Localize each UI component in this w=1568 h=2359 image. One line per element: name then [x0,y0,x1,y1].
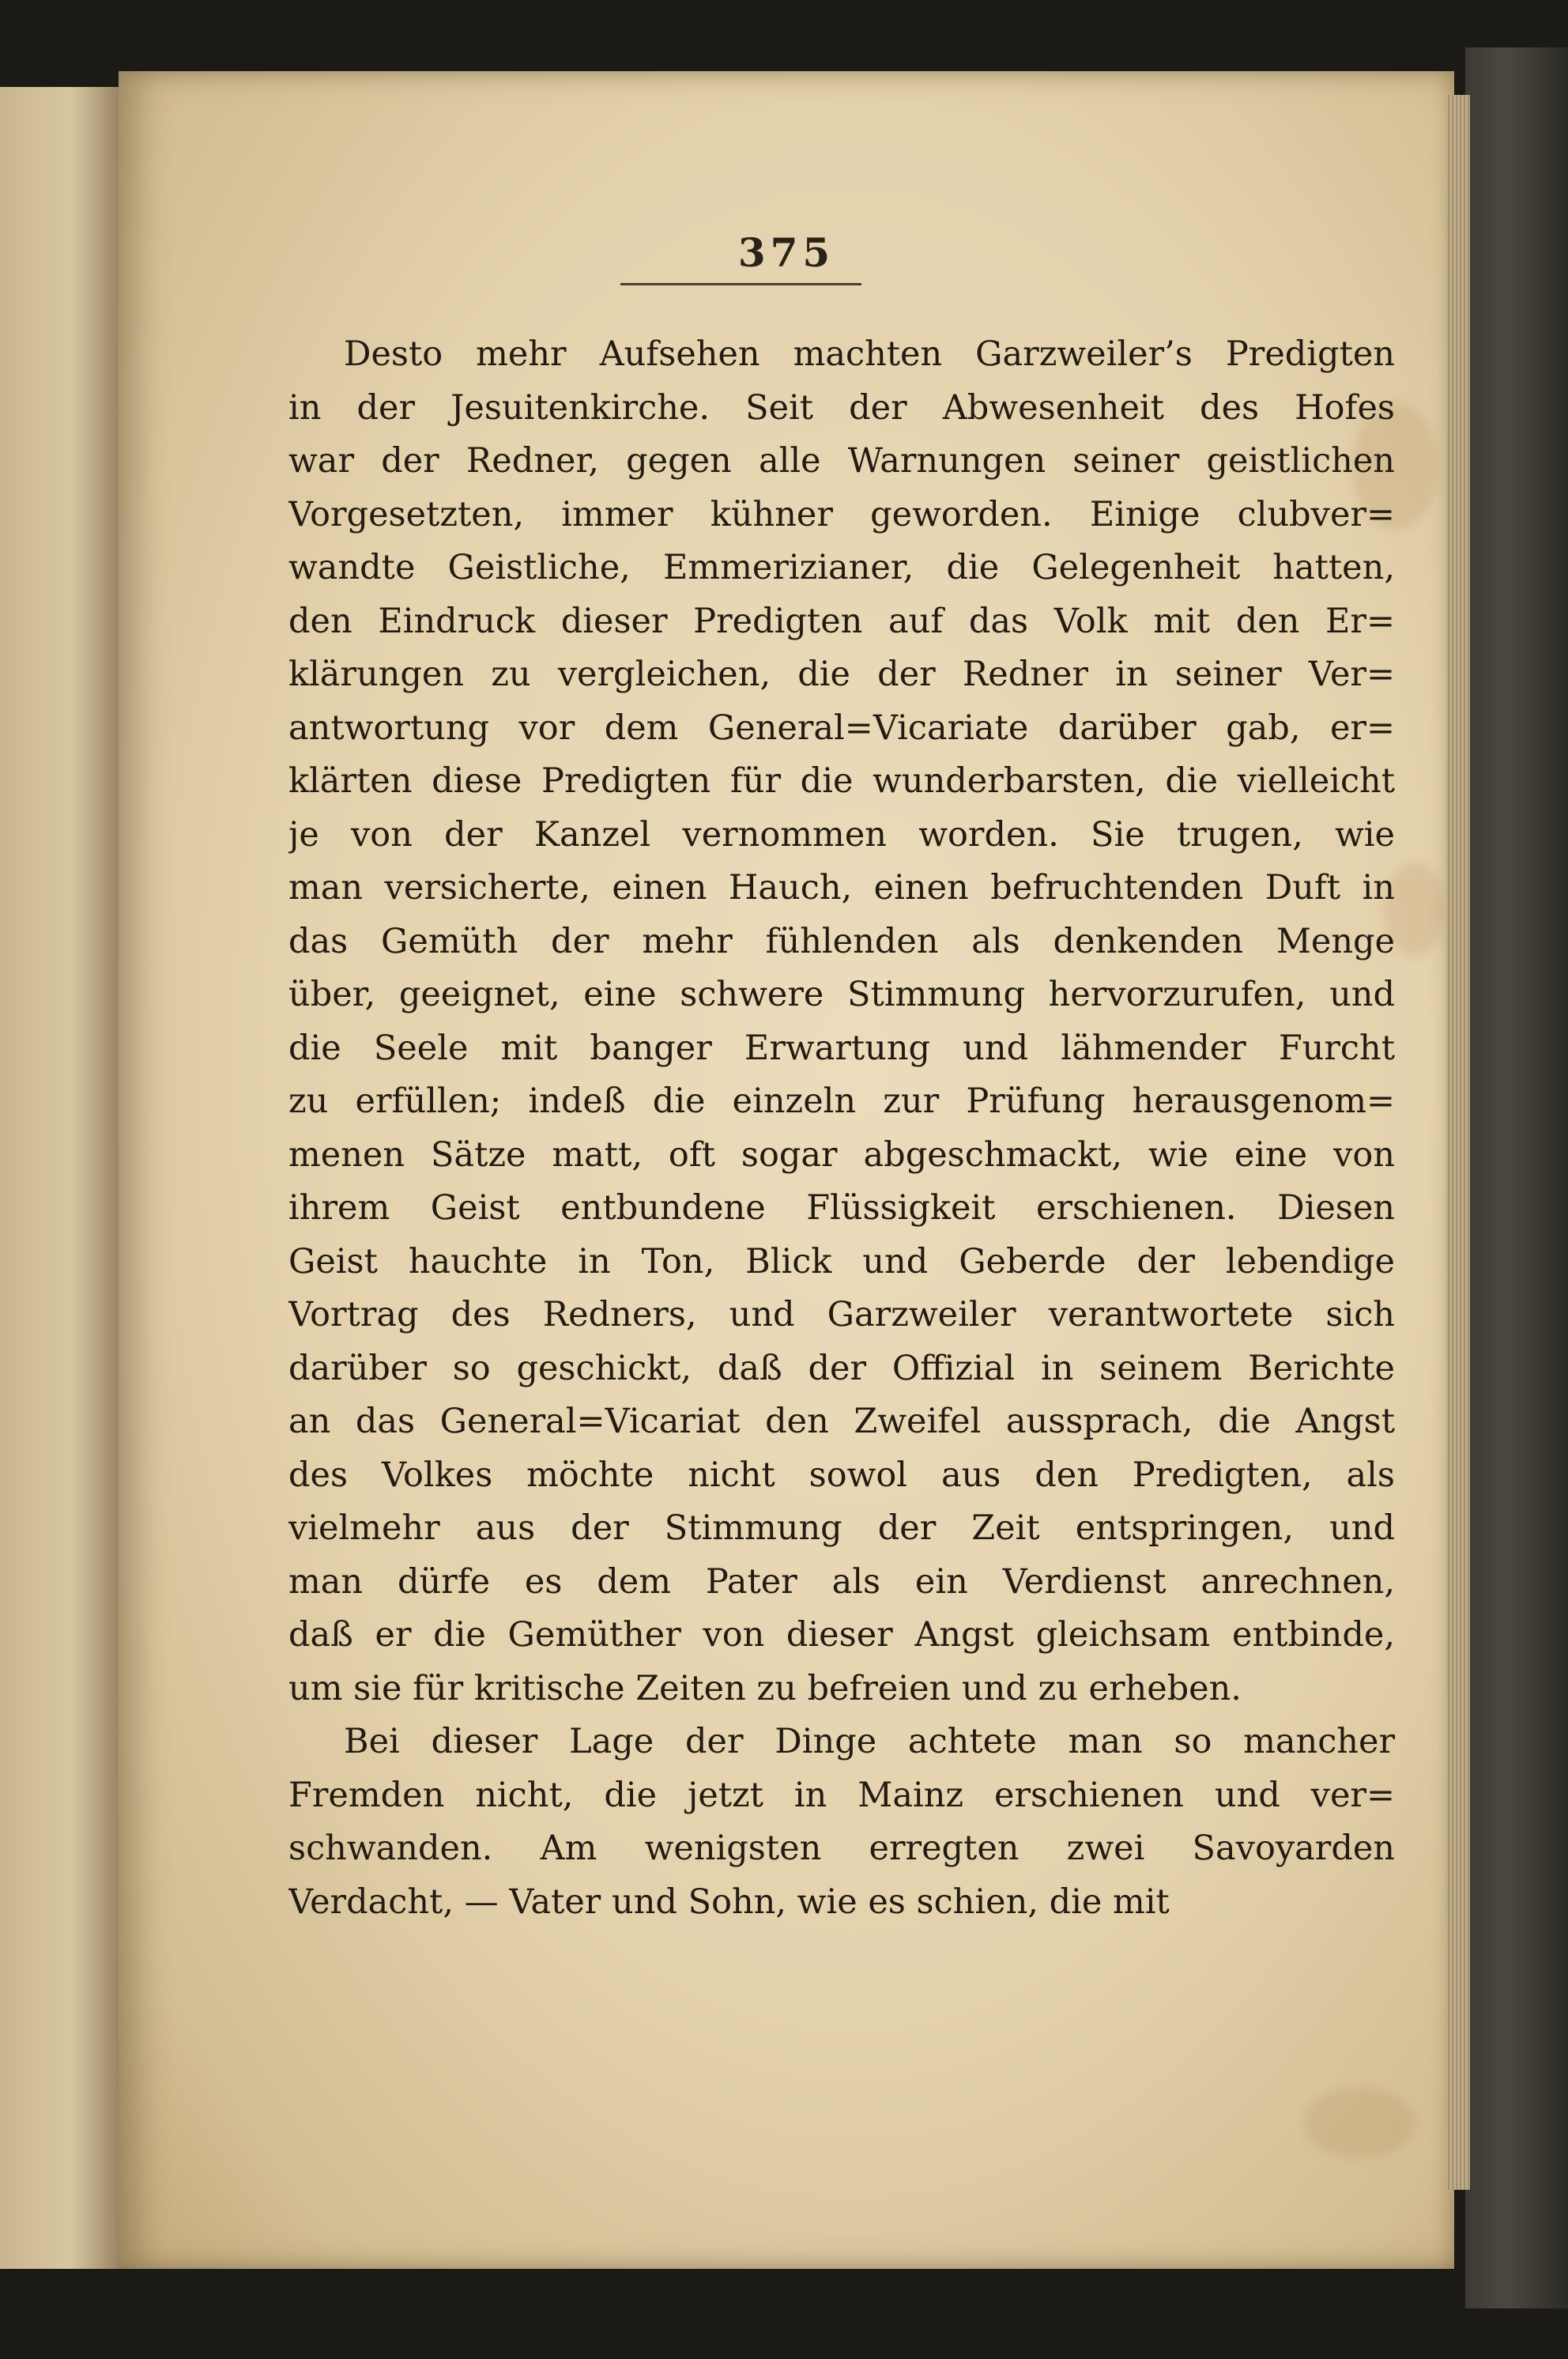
text-line: Fremden nicht, die jetzt in Mainz erschienen und ver= [288,1775,1395,1815]
paper-stain [1304,2087,1415,2158]
text-line: antwortung vor dem General=Vicariate darüber gab, er= [288,708,1395,748]
text-line: die Seele mit banger Erwartung und lähmender Furcht [288,1028,1395,1068]
paragraph [288,328,1395,1715]
text-line: menen Sätze matt, oft sogar abgeschmackt, wie eine von [288,1134,1395,1175]
header-rule [620,283,861,285]
text-line: wandte Geistliche, Emmerizianer, die Gelegenheit hatten, [288,548,1395,587]
book-page [119,71,1454,2269]
page-number: 375 [737,229,835,276]
text-line: das Gemüth der mehr fühlenden als denkenden Menge [288,921,1395,961]
page-block-edges [1446,95,1470,2190]
text-line: Geist hauchte in Ton, Blick und Geberde der lebendige [288,1241,1395,1281]
paragraph [288,1715,1395,1929]
text-line: man dürfe es dem Pater als ein Verdienst anrechnen, [288,1561,1395,1602]
text-line: vielmehr aus der Stimmung der Zeit entspringen, und [288,1508,1395,1548]
text-line: darüber so geschickt, daß der Offizial in seinem Berichte [288,1348,1395,1388]
text-line: in der Jesuitenkirche. Seit der Abwesenheit des Hofes [288,387,1395,428]
book-cover [1465,47,1568,2308]
text-line: Desto mehr Aufsehen machten Garzweiler’s Predigten [344,334,1395,374]
text-line: Vorgesetzten, immer kühner geworden. Einige clubver= [288,494,1395,534]
text-line: den Eindruck dieser Predigten auf das Volk mit den Er= [288,601,1395,641]
text-line: war der Redner, gegen alle Warnungen seiner geistlichen [288,441,1395,481]
text-line: an das General=Vicariat den Zweifel aussprach, die Angst [288,1402,1395,1441]
text-line: Bei dieser Lage der Dinge achtete man so mancher [344,1722,1395,1761]
text-line: schwanden. Am wenigsten erregten zwei Savoyarden [288,1829,1395,1868]
text-line: Vortrag des Redners, und Garzweiler verantwortete sich [288,1295,1395,1334]
text-line: über, geeignet, eine schwere Stimmung hervorzurufen, und [288,975,1395,1014]
text-line: um sie für kritische Zeiten zu befreien und zu erheben. [288,1668,1242,1708]
previous-page-edge [0,87,119,2269]
text-line: Verdacht, — Vater und Sohn, wie es schien, die mit [288,1882,1170,1922]
text-line: klärungen zu vergleichen, die der Redner in seiner Ver= [288,655,1395,694]
text-line: man versicherte, einen Hauch, einen befruchtenden Duft in [288,868,1395,908]
text-line: ihrem Geist entbundene Flüssigkeit erschienen. Diesen [288,1188,1395,1228]
text-line: je von der Kanzel vernommen worden. Sie trugen, wie [288,814,1395,855]
text-line: daß er die Gemüther von dieser Angst gleichsam entbinde, [288,1615,1395,1655]
text-line: zu erfüllen; indeß die einzeln zur Prüfung herausgenom= [288,1081,1395,1121]
text-line: des Volkes möchte nicht sowol aus den Predigten, als [288,1455,1395,1495]
body-text [288,328,1395,1929]
text-line: klärten diese Predigten für die wunderbarsten, die vielleicht [288,761,1395,801]
